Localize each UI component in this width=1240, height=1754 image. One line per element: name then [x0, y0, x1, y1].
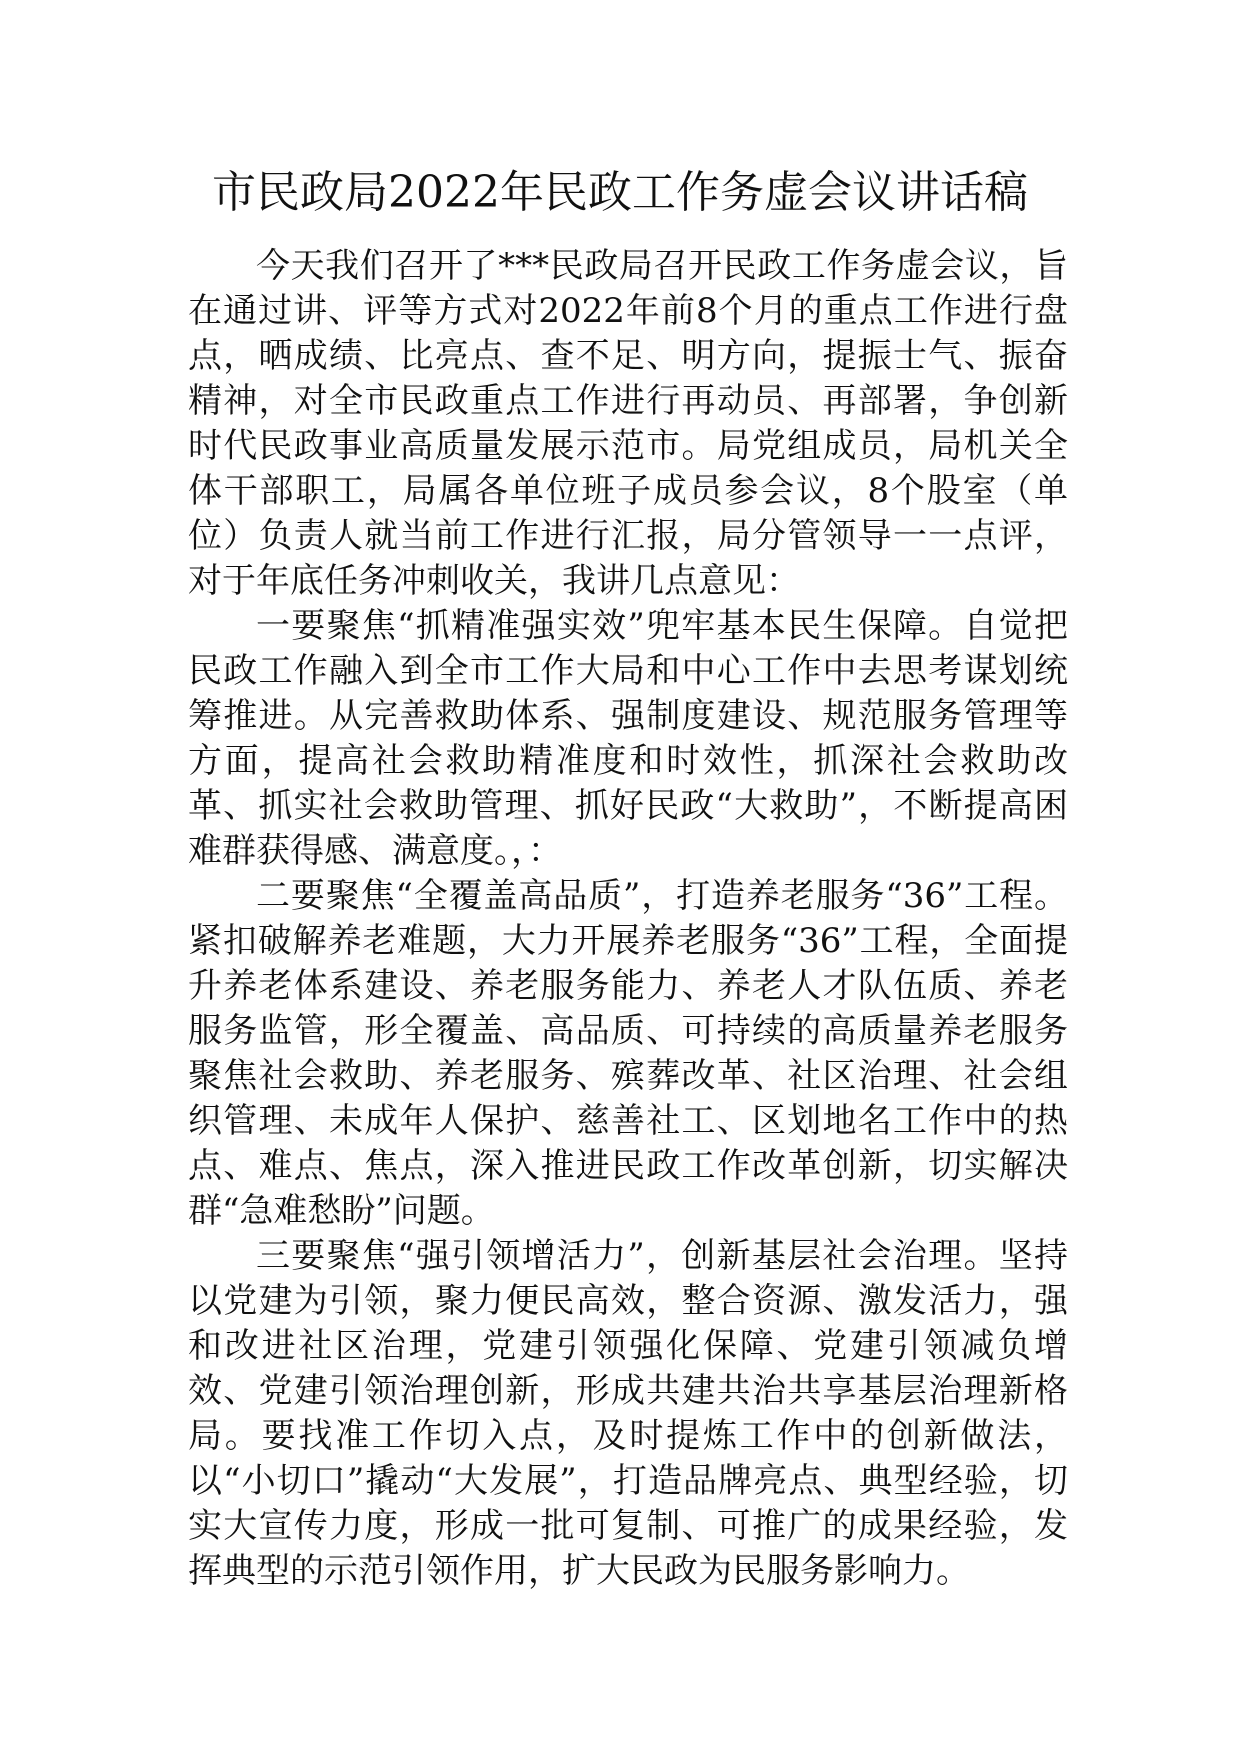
paragraph-intro: 今天我们召开了***民政局召开民政工作务虚会议，旨在通过讲、评等方式对2022年前8个月的重点工作进行盘点，晒成绩、比亮点、查不足、明方向，提振士气、振奋精神，对全市民政重点工作进行再动员、再部署，争创新时代民政事业高质量发展示范市。局党组成员，局机关全体干部职工，局属各单位班子成员参会议，8个股室（单位）负责人就当前工作进行汇报，局分管领导一一点评，对于年底任务冲刺收关，我讲几点意见： — [188, 246, 1068, 601]
paragraph-point-one: 一要聚焦“抓精准强实效”兜牢基本民生保障。自觉把民政工作融入到全市工作大局和中心工作中去思考谋划统筹推进。从完善救助体系、强制度建设、规范服务管理等方面，提高社会救助精准度和时效性，抓深社会救助改革、抓实社会救助管理、抓好民政“大救助”，不断提高困难群获得感、满意度。，： — [188, 606, 1068, 871]
document-title: 市民政局2022年民政工作务虚会议讲话稿 — [212, 167, 1028, 218]
paragraph-point-two: 二要聚焦“全覆盖高品质”，打造养老服务“36”工程。紧扣破解养老难题，大力开展养老服务“36”工程，全面提升养老体系建设、养老服务能力、养老人才队伍质、养老服务监管，形全覆盖、高品质、可持续的高质量养老服务聚焦社会救助、养老服务、殡葬改革、社区治理、社会组织管理、未成年人保护、慈善社工、区划地名工作中的热点、难点、焦点，深入推进民政工作改革创新，切实解决群“急难愁盼”问题。 — [188, 876, 1068, 1231]
document-body — [188, 244, 1068, 1594]
paragraph-point-three: 三要聚焦“强引领增活力”，创新基层社会治理。坚持以党建为引领，聚力便民高效，整合资源、激发活力，强和改进社区治理，党建引领强化保障、党建引领减负增效、党建引领治理创新，形成共建共治共享基层治理新格局。要找准工作切入点，及时提炼工作中的创新做法，以“小切口”撬动“大发展”，打造品牌亮点、典型经验，切实大宣传力度，形成一批可复制、可推广的成果经验，发挥典型的示范引领作用，扩大民政为民服务影响力。 — [188, 1236, 1068, 1591]
